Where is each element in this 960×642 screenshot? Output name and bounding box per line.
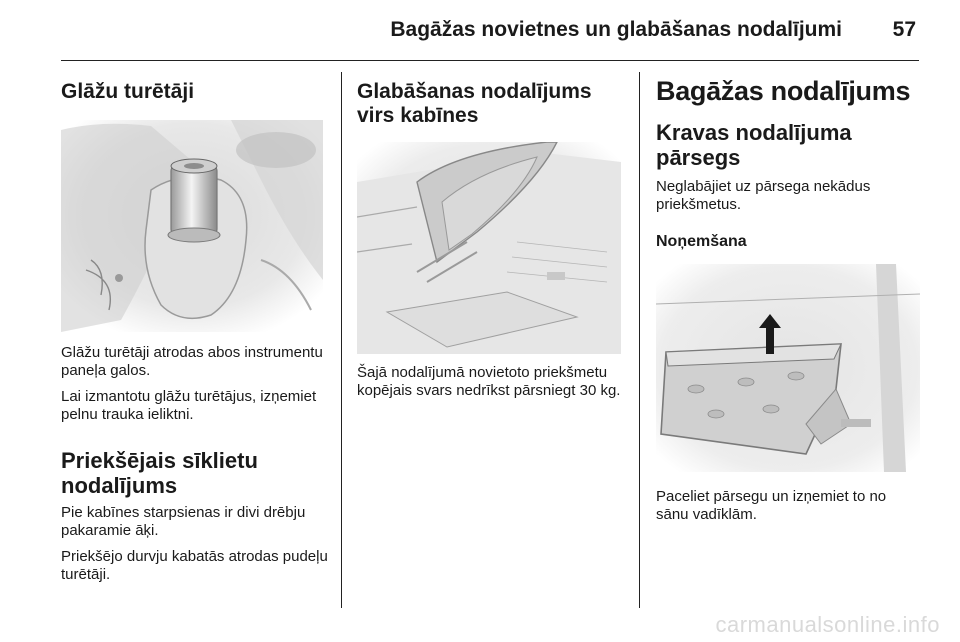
column-overhead-storage bbox=[357, 72, 625, 400]
heading-load-cover-line1: Kravas nodalījuma bbox=[656, 120, 852, 145]
heading-front-compartment bbox=[61, 448, 329, 498]
column-divider-1 bbox=[341, 72, 342, 608]
paragraph-removal-instructions: Paceliet pārsegu un izņemiet to no sānu vadīklām. bbox=[656, 488, 887, 523]
heading-removal: Noņemšana bbox=[656, 233, 747, 250]
heading-overhead-storage-line2: virs kabīnes bbox=[357, 104, 479, 127]
heading-cup-holders: Glāžu turētāji bbox=[61, 80, 195, 103]
column-cup-holders bbox=[61, 72, 329, 584]
watermark: carmanualsonline.info bbox=[715, 612, 940, 637]
paragraph-load-cover-warning: Neglabājiet uz pārsega nekādus priekšmetus. bbox=[656, 178, 871, 213]
heading-front-compartment-line2: nodalījums bbox=[61, 473, 178, 498]
heading-load-cover-line2: pārsegs bbox=[656, 145, 741, 170]
running-header: Bagāžas novietnes un glabāšanas nodalījumi bbox=[390, 18, 842, 41]
paragraph-cup-holders-location: Glāžu turētāji atrodas abos instrumentu paneļa galos. bbox=[61, 344, 323, 379]
load-cover-removal-illustration bbox=[656, 264, 920, 472]
paragraph-overhead-weight-limit: Šajā nodalījumā novietoto priekšmetu kopējais svars nedrīkst pārsniegt 30 kg. bbox=[357, 364, 621, 399]
header-rule bbox=[61, 60, 919, 61]
heading-load-cover bbox=[656, 120, 920, 170]
heading-overhead-storage-line1: Glabāšanas nodalījums bbox=[357, 80, 592, 103]
cup-holder-illustration bbox=[61, 120, 323, 332]
column-luggage-compartment bbox=[656, 72, 920, 524]
paragraph-bottle-holders: Priekšējo durvju kabatās atrodas pudeļu turētāji. bbox=[61, 548, 328, 583]
paragraph-cup-holders-use: Lai izmantotu glāžu turētājus, izņemiet pelnu trauka ieliktni. bbox=[61, 388, 317, 423]
heading-overhead-storage bbox=[357, 80, 625, 128]
heading-luggage-compartment: Bagāžas nodalījums bbox=[656, 76, 911, 106]
page-number: 57 bbox=[892, 18, 916, 41]
paragraph-coat-hooks: Pie kabīnes starpsienas ir divi drēbju pakaramie āķi. bbox=[61, 504, 306, 539]
heading-front-compartment-line1: Priekšējais sīklietu bbox=[61, 448, 258, 473]
overhead-storage-illustration bbox=[357, 142, 621, 354]
column-divider-2 bbox=[639, 72, 640, 608]
